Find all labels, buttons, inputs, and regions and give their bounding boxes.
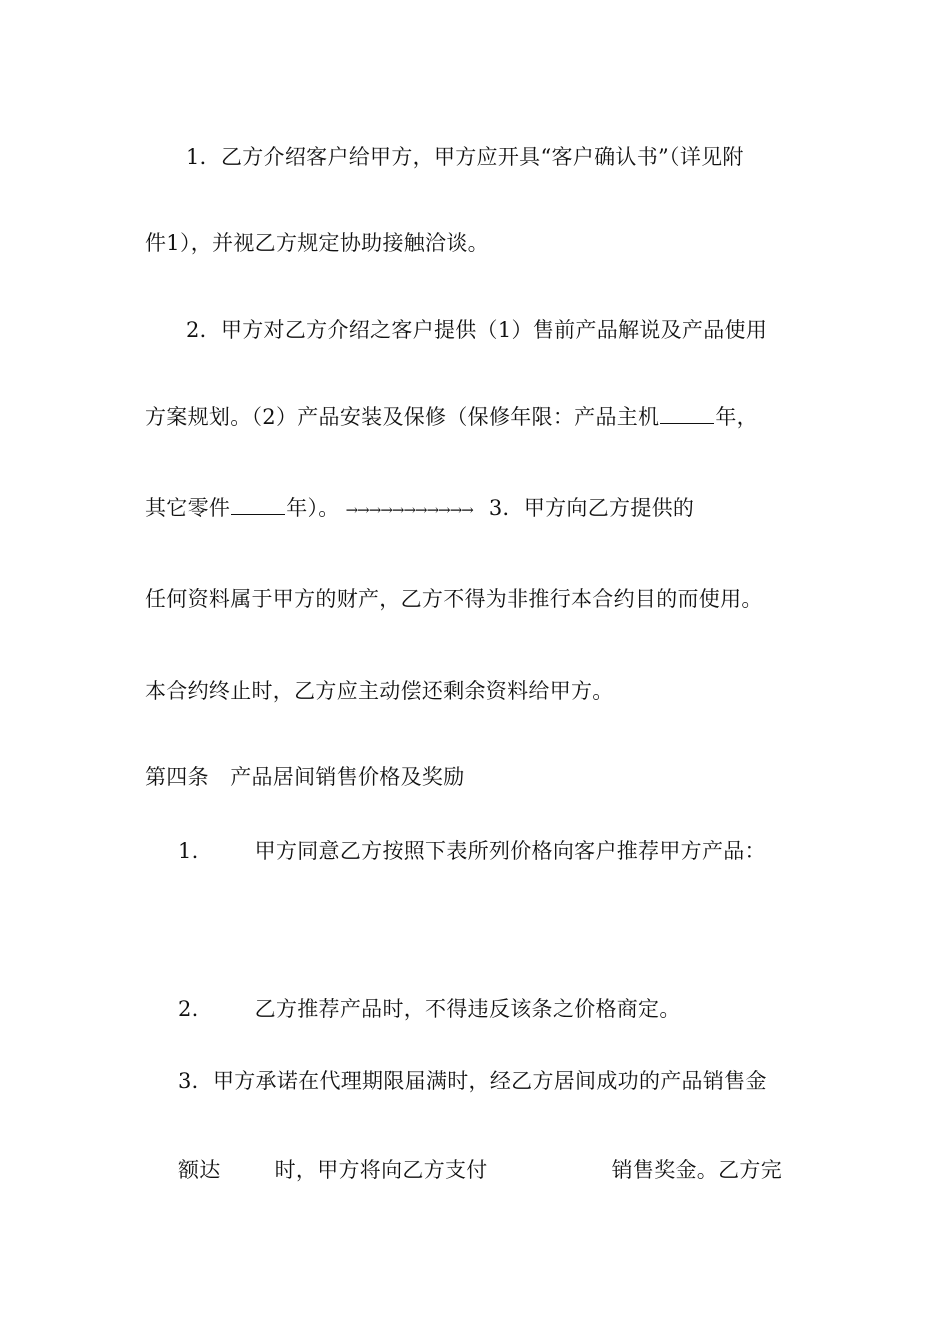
blank-warranty-parts-years — [231, 496, 285, 515]
paragraph-3-line-1: 任何资料属于甲方的财产，乙方不得为非推行本合约目的而使用。 — [145, 587, 763, 611]
paragraph-2-line-3-text: 其它零件 — [145, 496, 231, 520]
blank-warranty-host-years — [660, 405, 714, 424]
item-3-payment-text: 时，甲方将向乙方支付 — [274, 1158, 488, 1182]
item-3-bonus-text: 销售奖金。乙方完 — [611, 1158, 783, 1182]
paragraph-2-line-1: 2．甲方对乙方介绍之客户提供（1）售前产品解说及产品使用 — [186, 318, 768, 342]
paragraph-2-line-3-suffix: 年）。 — [286, 496, 340, 520]
paragraph-3-start: 3．甲方向乙方提供的 — [488, 496, 695, 520]
paragraph-2-line-2 — [145, 403, 758, 431]
paragraph-3-line-2: 本合约终止时，乙方应主动偿还剩余资料给甲方。 — [145, 679, 614, 703]
article-4-item-3-line-2 — [178, 1156, 782, 1184]
paragraph-1-line-1: 1．乙方介绍客户给甲方，甲方应开具“客户确认书”（详见附 — [186, 145, 744, 169]
item-2-text: 乙方推荐产品时，不得违反该条之价格商定。 — [254, 997, 681, 1021]
paragraph-2-line-3 — [145, 494, 694, 524]
article-4-item-2 — [178, 995, 681, 1023]
article-4-item-1 — [178, 837, 766, 865]
item-1-text: 甲方同意乙方按照下表所列价格向客户推荐甲方产品： — [254, 839, 766, 863]
item-1-number: 1. — [178, 839, 199, 863]
article-4-item-3-line-1: 3．甲方承诺在代理期限届满时，经乙方居间成功的产品销售金 — [178, 1069, 767, 1093]
item-2-number: 2. — [178, 997, 199, 1021]
paragraph-2-line-2-suffix: 年， — [715, 405, 758, 429]
tab-arrow-marks: →→→→→→→→→→→ — [345, 500, 473, 519]
paragraph-2-line-2-text: 方案规划。（2）产品安装及保修（保修年限：产品主机 — [145, 405, 660, 429]
item-3-amount-label: 额达 — [178, 1158, 221, 1182]
paragraph-1-line-2: 件1），并视乙方规定协助接触洽谈。 — [145, 231, 489, 255]
article-4-title: 第四条 产品居间销售价格及奖励 — [145, 765, 465, 789]
